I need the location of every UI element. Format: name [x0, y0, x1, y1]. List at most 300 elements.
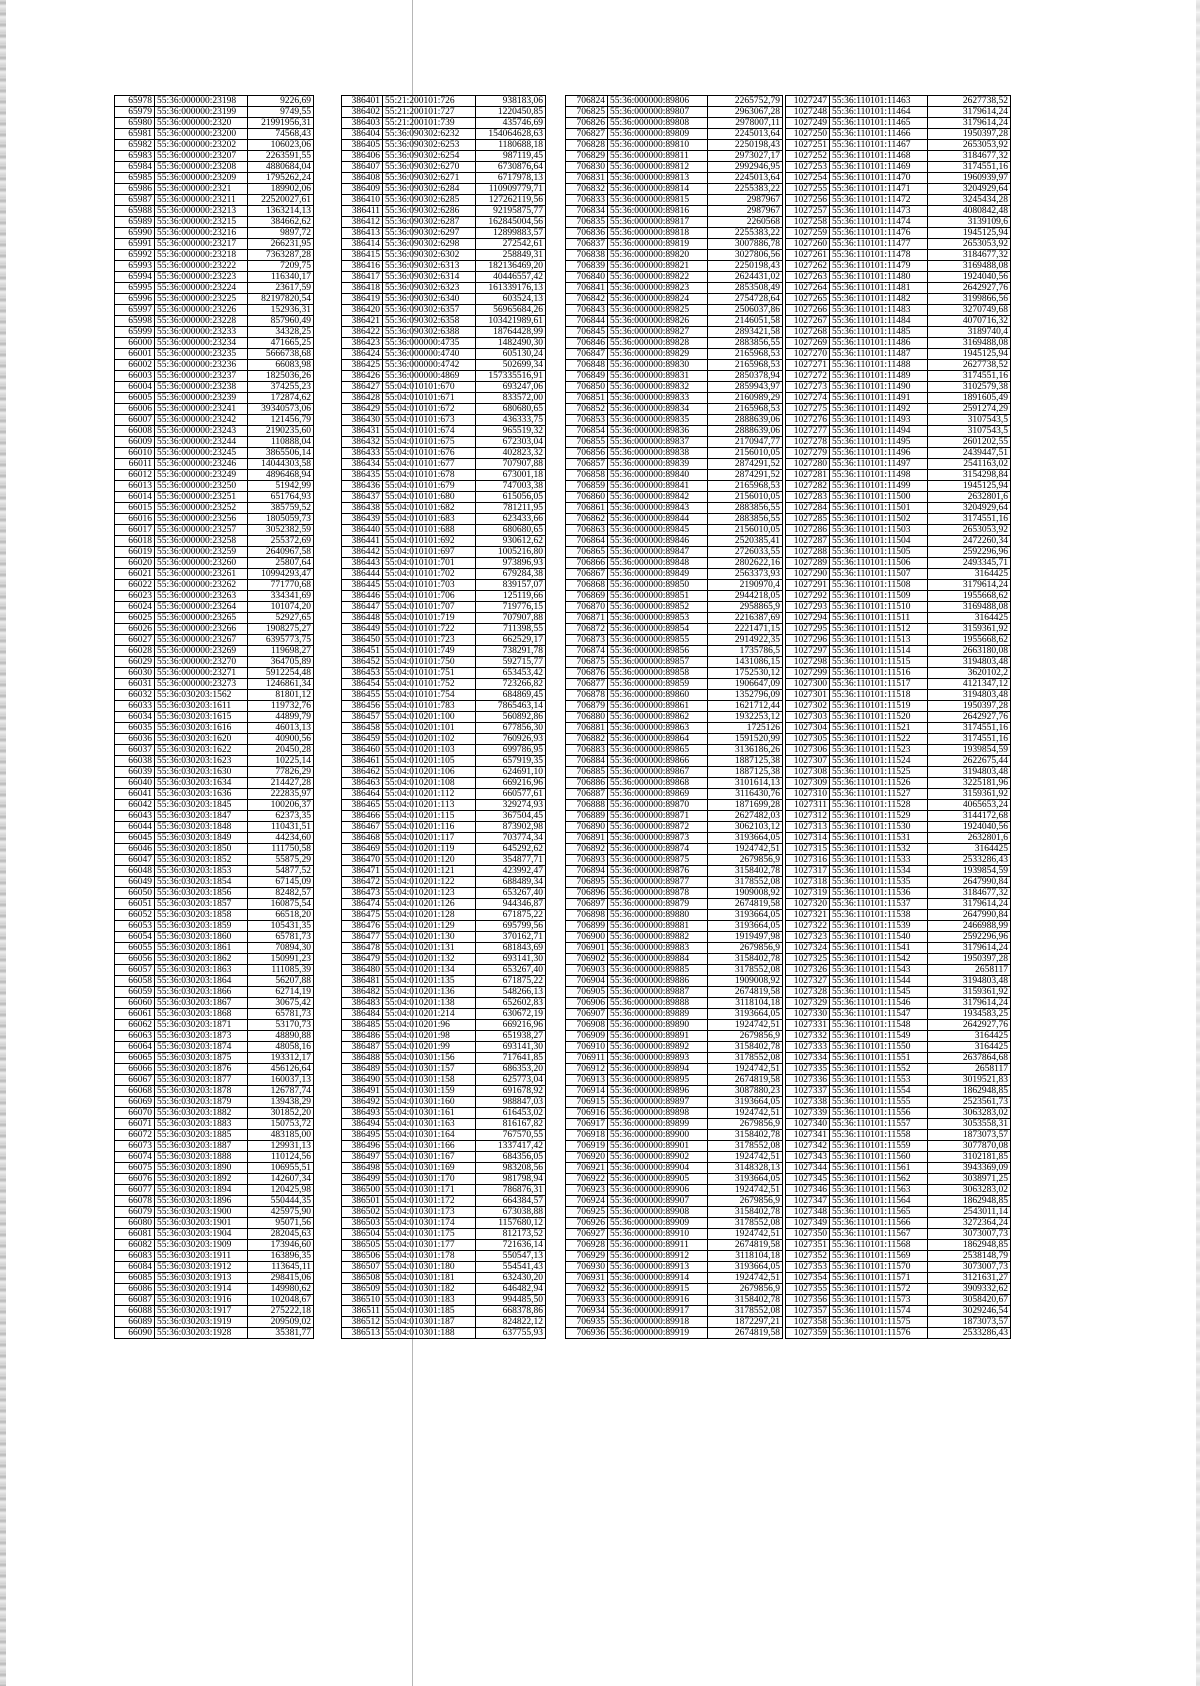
cadastral-value-cell: 695799,56	[476, 921, 546, 932]
table-row	[566, 844, 783, 855]
cadastral-number-cell: 55:36:000000:89851	[608, 591, 708, 602]
row-number-cell: 66019	[115, 547, 155, 558]
cadastral-number-cell: 55:36:030203:1848	[155, 822, 248, 833]
row-number-cell: 706895	[566, 877, 608, 888]
cadastral-value-cell: 3154298,84	[928, 470, 1011, 481]
cadastral-value-cell: 3121631,27	[928, 1273, 1011, 1284]
cadastral-value-cell: 40446557,42	[476, 272, 546, 283]
row-number-cell: 706889	[566, 811, 608, 822]
row-number-cell: 706883	[566, 745, 608, 756]
row-number-cell: 1027344	[786, 1163, 830, 1174]
cadastral-value-cell: 142607,34	[248, 1174, 314, 1185]
table-row	[342, 1207, 546, 1218]
row-number-cell: 386456	[342, 701, 383, 712]
table-row	[786, 1273, 1011, 1284]
cadastral-value-cell: 2245013,64	[708, 173, 783, 184]
cadastral-number-cell: 55:36:000000:89893	[608, 1053, 708, 1064]
cadastral-number-cell: 55:36:030203:1914	[155, 1284, 248, 1295]
cadastral-value-cell: 771770,68	[248, 580, 314, 591]
table-row	[115, 1031, 314, 1042]
row-number-cell: 706831	[566, 173, 608, 184]
row-number-cell: 66048	[115, 866, 155, 877]
cadastral-number-cell: 55:36:090302:6323	[383, 283, 476, 294]
table-row	[115, 602, 314, 613]
cadastral-number-cell: 55:36:030203:1852	[155, 855, 248, 866]
cadastral-value-cell: 70894,30	[248, 943, 314, 954]
row-number-cell: 1027262	[786, 261, 830, 272]
table-row	[342, 976, 546, 987]
table-row	[566, 778, 783, 789]
cadastral-number-cell: 55:36:110101:11514	[830, 646, 928, 657]
register-table-3	[565, 95, 783, 1339]
row-number-cell: 1027315	[786, 844, 830, 855]
table-row	[342, 338, 546, 349]
table-row	[115, 162, 314, 173]
row-number-cell: 1027289	[786, 558, 830, 569]
table-row	[342, 283, 546, 294]
row-number-cell: 66026	[115, 624, 155, 635]
cadastral-number-cell: 55:36:000000:23213	[155, 206, 248, 217]
cadastral-number-cell: 55:36:000000:23243	[155, 426, 248, 437]
cadastral-number-cell: 55:04:010301:183	[383, 1295, 476, 1306]
cadastral-value-cell: 5912254,48	[248, 668, 314, 679]
cadastral-number-cell: 55:36:110101:11554	[830, 1086, 928, 1097]
row-number-cell: 1027341	[786, 1130, 830, 1141]
row-number-cell: 386510	[342, 1295, 383, 1306]
row-number-cell: 65988	[115, 206, 155, 217]
cadastral-number-cell: 55:36:110101:11527	[830, 789, 928, 800]
row-number-cell: 1027336	[786, 1075, 830, 1086]
row-number-cell: 386494	[342, 1119, 383, 1130]
cadastral-number-cell: 55:04:010301:172	[383, 1196, 476, 1207]
cadastral-value-cell: 657919,35	[476, 756, 546, 767]
cadastral-value-cell: 646482,94	[476, 1284, 546, 1295]
table-row	[115, 96, 314, 107]
cadastral-number-cell: 55:36:000000:23199	[155, 107, 248, 118]
row-number-cell: 66028	[115, 646, 155, 657]
cadastral-number-cell: 55:36:000000:89916	[608, 1295, 708, 1306]
cadastral-value-cell: 2601202,55	[928, 437, 1011, 448]
row-number-cell: 386440	[342, 525, 383, 536]
cadastral-number-cell: 55:36:000000:4735	[383, 338, 476, 349]
row-number-cell: 706874	[566, 646, 608, 657]
table-row	[342, 899, 546, 910]
table-row	[342, 712, 546, 723]
table-row	[566, 932, 783, 943]
cadastral-number-cell: 55:36:110101:11567	[830, 1229, 928, 1240]
table-row	[342, 525, 546, 536]
table-row	[115, 635, 314, 646]
row-number-cell: 66086	[115, 1284, 155, 1295]
cadastral-number-cell: 55:36:030203:1875	[155, 1053, 248, 1064]
cadastral-number-cell: 55:36:000000:23265	[155, 613, 248, 624]
row-number-cell: 1027274	[786, 393, 830, 404]
cadastral-number-cell: 55:36:000000:89885	[608, 965, 708, 976]
cadastral-value-cell: 3063283,02	[928, 1108, 1011, 1119]
table-row	[566, 1097, 783, 1108]
cadastral-value-cell: 1862948,85	[928, 1240, 1011, 1251]
row-number-cell: 386465	[342, 800, 383, 811]
table-row	[342, 129, 546, 140]
cadastral-value-cell: 1862948,85	[928, 1086, 1011, 1097]
cadastral-number-cell: 55:04:010101:750	[383, 657, 476, 668]
cadastral-value-cell: 14044303,58	[248, 459, 314, 470]
cadastral-value-cell: 4065653,24	[928, 800, 1011, 811]
table-row	[786, 1229, 1011, 1240]
cadastral-number-cell: 55:36:030203:1896	[155, 1196, 248, 1207]
row-number-cell: 706934	[566, 1306, 608, 1317]
row-number-cell: 706924	[566, 1196, 608, 1207]
cadastral-number-cell: 55:36:000000:89859	[608, 679, 708, 690]
cadastral-value-cell: 2893421,58	[708, 327, 783, 338]
cadastral-number-cell: 55:36:000000:89880	[608, 910, 708, 921]
cadastral-number-cell: 55:36:110101:11572	[830, 1284, 928, 1295]
cadastral-value-cell: 1924742,51	[708, 1064, 783, 1075]
row-number-cell: 65984	[115, 162, 155, 173]
table-row	[342, 1174, 546, 1185]
table-row	[566, 162, 783, 173]
table-row	[566, 173, 783, 184]
cadastral-number-cell: 55:04:010301:188	[383, 1328, 476, 1339]
cadastral-value-cell: 1891605,49	[928, 393, 1011, 404]
cadastral-number-cell: 55:36:110101:11538	[830, 910, 928, 921]
row-number-cell: 706824	[566, 96, 608, 107]
row-number-cell: 66030	[115, 668, 155, 679]
cadastral-number-cell: 55:36:110101:11492	[830, 404, 928, 415]
row-number-cell: 706843	[566, 305, 608, 316]
cadastral-number-cell: 55:04:010101:673	[383, 415, 476, 426]
table-row	[786, 294, 1011, 305]
row-number-cell: 66058	[115, 976, 155, 987]
cadastral-number-cell: 55:36:000000:89899	[608, 1119, 708, 1130]
row-number-cell: 706846	[566, 338, 608, 349]
row-number-cell: 386425	[342, 360, 383, 371]
cadastral-value-cell: 3102181,85	[928, 1152, 1011, 1163]
cadastral-value-cell: 110888,04	[248, 437, 314, 448]
cadastral-value-cell: 2874291,52	[708, 470, 783, 481]
table-row	[115, 360, 314, 371]
table-row	[566, 228, 783, 239]
cadastral-number-cell: 55:36:030203:1867	[155, 998, 248, 1009]
cadastral-value-cell: 3019521,83	[928, 1075, 1011, 1086]
cadastral-value-cell: 2637864,68	[928, 1053, 1011, 1064]
register-table-body	[566, 96, 783, 1339]
row-number-cell: 386492	[342, 1097, 383, 1108]
table-row	[115, 1174, 314, 1185]
cadastral-value-cell: 965519,32	[476, 426, 546, 437]
cadastral-number-cell: 55:36:030203:1888	[155, 1152, 248, 1163]
cadastral-number-cell: 55:36:000000:89854	[608, 624, 708, 635]
row-number-cell: 1027253	[786, 162, 830, 173]
cadastral-number-cell: 55:36:000000:89869	[608, 789, 708, 800]
table-row	[566, 1163, 783, 1174]
cadastral-number-cell: 55:36:030203:1911	[155, 1251, 248, 1262]
cadastral-value-cell: 385759,52	[248, 503, 314, 514]
row-number-cell: 1027293	[786, 602, 830, 613]
table-row	[786, 943, 1011, 954]
cadastral-number-cell: 55:36:030203:1854	[155, 877, 248, 888]
cadastral-number-cell: 55:36:110101:11563	[830, 1185, 928, 1196]
cadastral-value-cell: 2250198,43	[708, 261, 783, 272]
cadastral-number-cell: 55:04:010301:180	[383, 1262, 476, 1273]
table-row	[342, 800, 546, 811]
row-number-cell: 66060	[115, 998, 155, 1009]
row-number-cell: 386443	[342, 558, 383, 569]
row-number-cell: 65978	[115, 96, 155, 107]
row-number-cell: 706912	[566, 1064, 608, 1075]
table-row	[786, 976, 1011, 987]
table-row	[566, 1218, 783, 1229]
cadastral-number-cell: 55:36:000000:89874	[608, 844, 708, 855]
cadastral-number-cell: 55:36:110101:11550	[830, 1042, 928, 1053]
cadastral-number-cell: 55:36:110101:11536	[830, 888, 928, 899]
table-row	[566, 1031, 783, 1042]
row-number-cell: 386495	[342, 1130, 383, 1141]
row-number-cell: 706880	[566, 712, 608, 723]
cadastral-number-cell: 55:36:000000:89892	[608, 1042, 708, 1053]
cadastral-value-cell: 23617,59	[248, 283, 314, 294]
cadastral-value-cell: 10994293,47	[248, 569, 314, 580]
cadastral-number-cell: 55:36:000000:89878	[608, 888, 708, 899]
cadastral-number-cell: 55:36:110101:11535	[830, 877, 928, 888]
table-row	[786, 1163, 1011, 1174]
row-number-cell: 1027257	[786, 206, 830, 217]
row-number-cell: 386511	[342, 1306, 383, 1317]
cadastral-number-cell: 55:36:000000:89881	[608, 921, 708, 932]
cadastral-number-cell: 55:36:000000:23226	[155, 305, 248, 316]
register-table-body	[342, 96, 546, 1339]
table-row	[786, 1119, 1011, 1130]
row-number-cell: 1027350	[786, 1229, 830, 1240]
table-row	[786, 1086, 1011, 1097]
table-row	[566, 1053, 783, 1064]
row-number-cell: 66083	[115, 1251, 155, 1262]
row-number-cell: 706859	[566, 481, 608, 492]
row-number-cell: 66064	[115, 1042, 155, 1053]
row-number-cell: 706825	[566, 107, 608, 118]
cadastral-value-cell: 645292,62	[476, 844, 546, 855]
row-number-cell: 66023	[115, 591, 155, 602]
cadastral-value-cell: 1924040,56	[928, 272, 1011, 283]
table-row	[115, 855, 314, 866]
cadastral-number-cell: 55:36:110101:11566	[830, 1218, 928, 1229]
cadastral-number-cell: 55:36:030203:1919	[155, 1317, 248, 1328]
row-number-cell: 706914	[566, 1086, 608, 1097]
register-table-1	[114, 95, 314, 1339]
row-number-cell: 66015	[115, 503, 155, 514]
table-row	[115, 459, 314, 470]
cadastral-number-cell: 55:36:000000:4742	[383, 360, 476, 371]
row-number-cell: 66062	[115, 1020, 155, 1031]
row-number-cell: 706902	[566, 954, 608, 965]
cadastral-value-cell: 3158402,78	[708, 1042, 783, 1053]
cadastral-number-cell: 55:36:000000:2321	[155, 184, 248, 195]
cadastral-number-cell: 55:36:030203:1622	[155, 745, 248, 756]
cadastral-number-cell: 55:04:010101:682	[383, 503, 476, 514]
table-row	[115, 569, 314, 580]
row-number-cell: 706873	[566, 635, 608, 646]
table-row	[342, 1328, 546, 1339]
cadastral-value-cell: 2216387,69	[708, 613, 783, 624]
cadastral-value-cell: 110124,56	[248, 1152, 314, 1163]
cadastral-value-cell: 189902,06	[248, 184, 314, 195]
row-number-cell: 66085	[115, 1273, 155, 1284]
table-row	[342, 756, 546, 767]
table-row	[115, 1328, 314, 1339]
table-row	[115, 316, 314, 327]
table-row	[786, 921, 1011, 932]
table-row	[786, 679, 1011, 690]
cadastral-number-cell: 55:36:000000:89852	[608, 602, 708, 613]
cadastral-number-cell: 55:36:000000:23262	[155, 580, 248, 591]
table-row	[786, 1295, 1011, 1306]
cadastral-value-cell: 149980,62	[248, 1284, 314, 1295]
cadastral-number-cell: 55:36:110101:11490	[830, 382, 928, 393]
row-number-cell: 706860	[566, 492, 608, 503]
row-number-cell: 706918	[566, 1130, 608, 1141]
table-row	[566, 129, 783, 140]
table-row	[115, 822, 314, 833]
cadastral-value-cell: 3909332,62	[928, 1284, 1011, 1295]
row-number-cell: 1027292	[786, 591, 830, 602]
cadastral-number-cell: 55:36:000000:89910	[608, 1229, 708, 1240]
cadastral-value-cell: 266231,95	[248, 239, 314, 250]
table-row	[786, 1218, 1011, 1229]
table-row	[566, 745, 783, 756]
cadastral-value-cell: 1873073,57	[928, 1130, 1011, 1141]
cadastral-number-cell: 55:36:090302:6284	[383, 184, 476, 195]
table-row	[786, 668, 1011, 679]
row-number-cell: 66031	[115, 679, 155, 690]
table-row	[342, 206, 546, 217]
cadastral-number-cell: 55:36:110101:11505	[830, 547, 928, 558]
cadastral-value-cell: 1924742,51	[708, 1108, 783, 1119]
row-number-cell: 386415	[342, 250, 383, 261]
table-row	[786, 756, 1011, 767]
cadastral-number-cell: 55:36:000000:23207	[155, 151, 248, 162]
cadastral-value-cell: 9749,55	[248, 107, 314, 118]
cadastral-value-cell: 1157680,12	[476, 1218, 546, 1229]
row-number-cell: 706905	[566, 987, 608, 998]
cadastral-value-cell: 554541,43	[476, 1262, 546, 1273]
cadastral-number-cell: 55:36:000000:23241	[155, 404, 248, 415]
table-row	[566, 987, 783, 998]
table-row	[115, 1152, 314, 1163]
row-number-cell: 1027255	[786, 184, 830, 195]
cadastral-number-cell: 55:04:010201:134	[383, 965, 476, 976]
cadastral-value-cell: 48058,16	[248, 1042, 314, 1053]
cadastral-number-cell: 55:36:000000:89857	[608, 657, 708, 668]
cadastral-value-cell: 301852,20	[248, 1108, 314, 1119]
row-number-cell: 386470	[342, 855, 383, 866]
row-number-cell: 1027252	[786, 151, 830, 162]
cadastral-number-cell: 55:36:090302:6270	[383, 162, 476, 173]
cadastral-number-cell: 55:36:000000:89833	[608, 393, 708, 404]
register-table-2	[341, 95, 546, 1339]
cadastral-number-cell: 55:36:000000:89868	[608, 778, 708, 789]
table-row	[342, 767, 546, 778]
row-number-cell: 66010	[115, 448, 155, 459]
row-number-cell: 1027348	[786, 1207, 830, 1218]
table-row	[566, 184, 783, 195]
cadastral-number-cell: 55:36:000000:89846	[608, 536, 708, 547]
row-number-cell: 706827	[566, 129, 608, 140]
cadastral-number-cell: 55:04:010101:723	[383, 635, 476, 646]
cadastral-number-cell: 55:36:030203:1850	[155, 844, 248, 855]
row-number-cell: 386417	[342, 272, 383, 283]
cadastral-value-cell: 857960,49	[248, 316, 314, 327]
table-row	[115, 965, 314, 976]
cadastral-value-cell: 1945125,94	[928, 481, 1011, 492]
cadastral-value-cell: 624691,10	[476, 767, 546, 778]
table-row	[786, 635, 1011, 646]
row-number-cell: 1027331	[786, 1020, 830, 1031]
row-number-cell: 1027269	[786, 338, 830, 349]
cadastral-number-cell: 55:36:110101:11544	[830, 976, 928, 987]
cadastral-number-cell: 55:36:090302:6388	[383, 327, 476, 338]
cadastral-value-cell: 1939854,59	[928, 745, 1011, 756]
row-number-cell: 65980	[115, 118, 155, 129]
cadastral-number-cell: 55:36:090302:6286	[383, 206, 476, 217]
row-number-cell: 706903	[566, 965, 608, 976]
cadastral-value-cell: 106955,51	[248, 1163, 314, 1174]
cadastral-number-cell: 55:36:030203:1860	[155, 932, 248, 943]
cadastral-number-cell: 55:36:110101:11497	[830, 459, 928, 470]
row-number-cell: 1027298	[786, 657, 830, 668]
cadastral-value-cell: 2679856,9	[708, 1119, 783, 1130]
table-row	[342, 492, 546, 503]
cadastral-value-cell: 3116430,76	[708, 789, 783, 800]
row-number-cell: 65989	[115, 217, 155, 228]
table-row	[342, 602, 546, 613]
cadastral-value-cell: 3107543,5	[928, 415, 1011, 426]
cadastral-number-cell: 55:36:000000:89884	[608, 954, 708, 965]
row-number-cell: 386418	[342, 283, 383, 294]
table-row	[566, 602, 783, 613]
cadastral-number-cell: 55:36:030203:1887	[155, 1141, 248, 1152]
cadastral-number-cell: 55:36:000000:23271	[155, 668, 248, 679]
row-number-cell: 706840	[566, 272, 608, 283]
cadastral-value-cell: 3193664,05	[708, 910, 783, 921]
row-number-cell: 706887	[566, 789, 608, 800]
cadastral-value-cell: 1945125,94	[928, 228, 1011, 239]
row-number-cell: 66081	[115, 1229, 155, 1240]
cadastral-number-cell: 55:36:030203:1856	[155, 888, 248, 899]
cadastral-number-cell: 55:36:030203:1885	[155, 1130, 248, 1141]
cadastral-number-cell: 55:04:010301:187	[383, 1317, 476, 1328]
cadastral-number-cell: 55:36:110101:11531	[830, 833, 928, 844]
table-row	[115, 129, 314, 140]
cadastral-value-cell: 2642927,76	[928, 283, 1011, 294]
cadastral-number-cell: 55:36:110101:11565	[830, 1207, 928, 1218]
table-row	[786, 151, 1011, 162]
cadastral-value-cell: 22520027,61	[248, 195, 314, 206]
row-number-cell: 1027286	[786, 525, 830, 536]
cadastral-number-cell: 55:04:010101:680	[383, 492, 476, 503]
row-number-cell: 706868	[566, 580, 608, 591]
cadastral-value-cell: 605130,24	[476, 349, 546, 360]
row-number-cell: 1027271	[786, 360, 830, 371]
table-row	[342, 1240, 546, 1251]
row-number-cell: 706870	[566, 602, 608, 613]
cadastral-number-cell: 55:36:030203:1853	[155, 866, 248, 877]
cadastral-value-cell: 2255383,22	[708, 184, 783, 195]
cadastral-number-cell: 55:36:000000:89818	[608, 228, 708, 239]
cadastral-value-cell: 2679856,9	[708, 1031, 783, 1042]
row-number-cell: 706855	[566, 437, 608, 448]
cadastral-value-cell: 113645,11	[248, 1262, 314, 1273]
cadastral-value-cell: 3943369,09	[928, 1163, 1011, 1174]
